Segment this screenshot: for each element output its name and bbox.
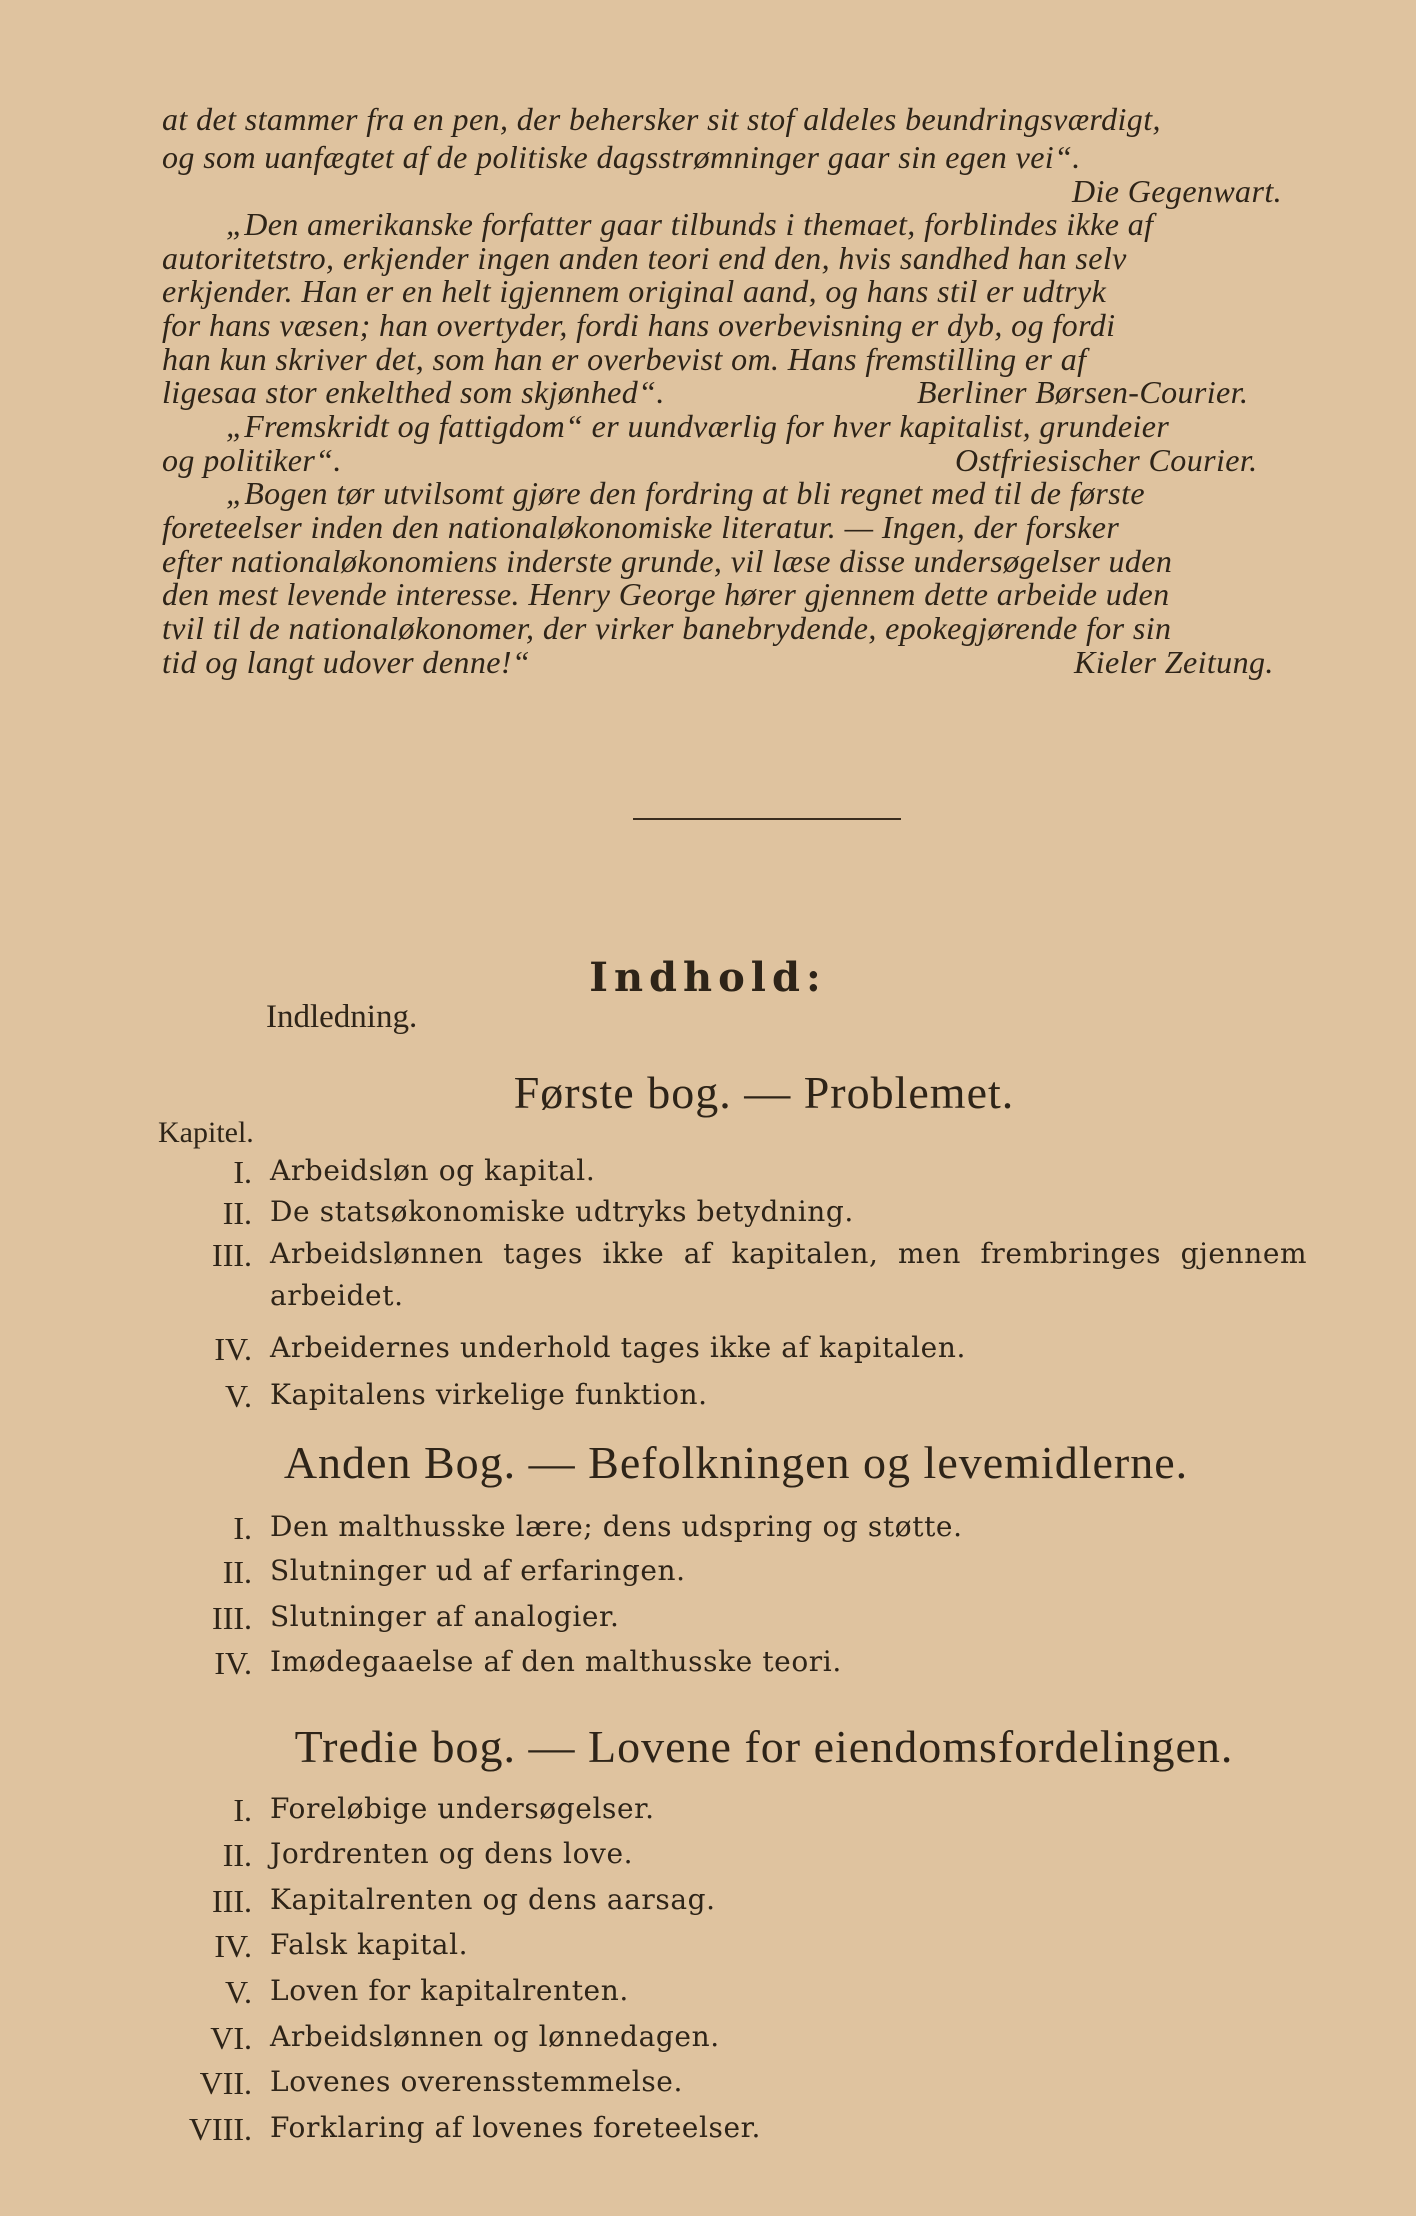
chapter-number: IV.: [214, 1331, 252, 1367]
chapter-title: Jordrenten og dens love.: [270, 1837, 634, 1870]
chapter-number: I.: [233, 1510, 252, 1546]
review-kieler-line-2: foreteelser inden den nationaløkonomiske literatur. — Ingen, der forsker: [162, 509, 1120, 545]
chapter-title: Forklaring af lovenes foreteelser.: [270, 2111, 762, 2144]
review-ostfries-line-2: og politiker“.: [162, 442, 342, 478]
chapter-title: Arbeidernes underhold tages ikke af kapitalen.: [270, 1331, 966, 1364]
chapter-title: Slutninger ud af erfaringen.: [270, 1554, 686, 1587]
review-boersen-line-6: ligesaa stor enkelthed som skjønhed“.: [162, 374, 665, 410]
chapter-number: V.: [225, 1974, 252, 2010]
review-ostfries-line-1: „Fremskridt og fattigdom“ er uundværlig for hver kapitalist, grundeier: [226, 408, 1170, 444]
review-boersen-line-1: „Den amerikanske forfatter gaar tilbunds i themaet, forblindes ikke af: [226, 206, 1154, 242]
chapter-number: I.: [233, 1792, 252, 1828]
chapter-title: Den malthusske lære; dens udspring og støtte.: [270, 1510, 963, 1543]
chapter-number: IV.: [214, 1645, 252, 1681]
review-boersen-line-5: han kun skriver det, som han er overbevist om. Hans fremstilling er af: [162, 341, 1087, 377]
review-gegenwart-line-2: og som uanfægtet af de politiske dagsstrømninger gaar sin egen vei“.: [162, 139, 1081, 175]
chapter-number: III.: [212, 1600, 252, 1636]
chapter-title: Arbeidsløn og kapital.: [270, 1154, 596, 1187]
review-source-gegenwart: Die Gegenwart.: [1072, 173, 1283, 209]
chapter-number: III.: [212, 1237, 252, 1273]
chapter-number: II.: [222, 1837, 252, 1873]
chapter-number: VIII.: [188, 2111, 252, 2147]
review-gegenwart-line-1: at det stammer fra en pen, der behersker sit stof aldeles beundringsværdigt,: [162, 101, 1161, 137]
review-boersen-line-4: for hans væsen; han overtyder, fordi hans overbevisning er dyb, og fordi: [162, 307, 1116, 343]
chapter-number: II.: [222, 1195, 252, 1231]
review-source-boersen: Berliner Børsen-Courier.: [917, 374, 1249, 410]
chapter-title: Slutninger af analogier.: [270, 1600, 620, 1633]
review-kieler-line-1: „Bogen tør utvilsomt gjøre den fordring at bli regnet med til de første: [226, 475, 1145, 511]
chapter-number: I.: [233, 1154, 252, 1190]
review-source-ostfries: Ostfriesischer Courier.: [955, 442, 1258, 478]
chapter-title: Foreløbige undersøgelser.: [270, 1792, 655, 1825]
chapter-title: Kapitalrenten og dens aarsag.: [270, 1883, 716, 1916]
section-divider: [633, 818, 901, 820]
book-3-heading: Tredie bog. — Lovene for eiendomsfordelingen.: [294, 1721, 1234, 1772]
toc-intro: Indledning.: [266, 999, 418, 1035]
toc-title: Indhold:: [589, 954, 827, 1001]
review-kieler-line-3: efter nationaløkonomiens inderste grunde, vil læse disse undersøgelser uden: [162, 543, 1173, 579]
review-boersen-line-2: autoritetstro, erkjender ingen anden teori end den, hvis sandhed han selv: [162, 240, 1127, 276]
review-kieler-line-5: tvil til de nationaløkonomer, der virker banebrydende, epokegjørende for sin: [162, 610, 1172, 646]
review-source-kieler: Kieler Zeitung.: [1074, 644, 1274, 680]
chapter-title: Loven for kapitalrenten.: [270, 1974, 629, 2007]
chapter-number: III.: [212, 1883, 252, 1919]
review-kieler-line-4: den mest levende interesse. Henry George hører gjennem dette arbeide uden: [162, 576, 1170, 612]
chapter-number: VI.: [210, 2020, 252, 2056]
review-boersen-line-3: erkjender. Han er en helt igjennem original aand, og hans stil er udtryk: [162, 273, 1107, 309]
chapter-title-continued: arbeidet.: [270, 1279, 404, 1312]
chapter-title: Arbeidslønnen tages ikke af kapitalen, men frembringes gjennem: [270, 1237, 1308, 1270]
book-2-heading: Anden Bog. — Befolkningen og levemidlerne.: [283, 1437, 1189, 1488]
chapter-number: IV.: [214, 1928, 252, 1964]
chapter-title: Kapitalens virkelige funktion.: [270, 1378, 708, 1411]
review-kieler-line-6: tid og langt udover denne!“: [162, 644, 531, 680]
book-1-heading: Første bog. — Problemet.: [513, 1067, 1015, 1118]
kapitel-label: Kapitel.: [158, 1116, 254, 1149]
chapter-title: Lovenes overensstemmelse.: [270, 2065, 683, 2098]
chapter-title: Imødegaaelse af den malthusske teori.: [270, 1645, 842, 1678]
chapter-title: De statsøkonomiske udtryks betydning.: [270, 1195, 854, 1228]
chapter-number: II.: [222, 1554, 252, 1590]
chapter-number: V.: [225, 1378, 252, 1414]
chapter-title: Arbeidslønnen og lønnedagen.: [270, 2020, 720, 2053]
chapter-title: Falsk kapital.: [270, 1928, 469, 1961]
chapter-number: VII.: [199, 2065, 252, 2101]
